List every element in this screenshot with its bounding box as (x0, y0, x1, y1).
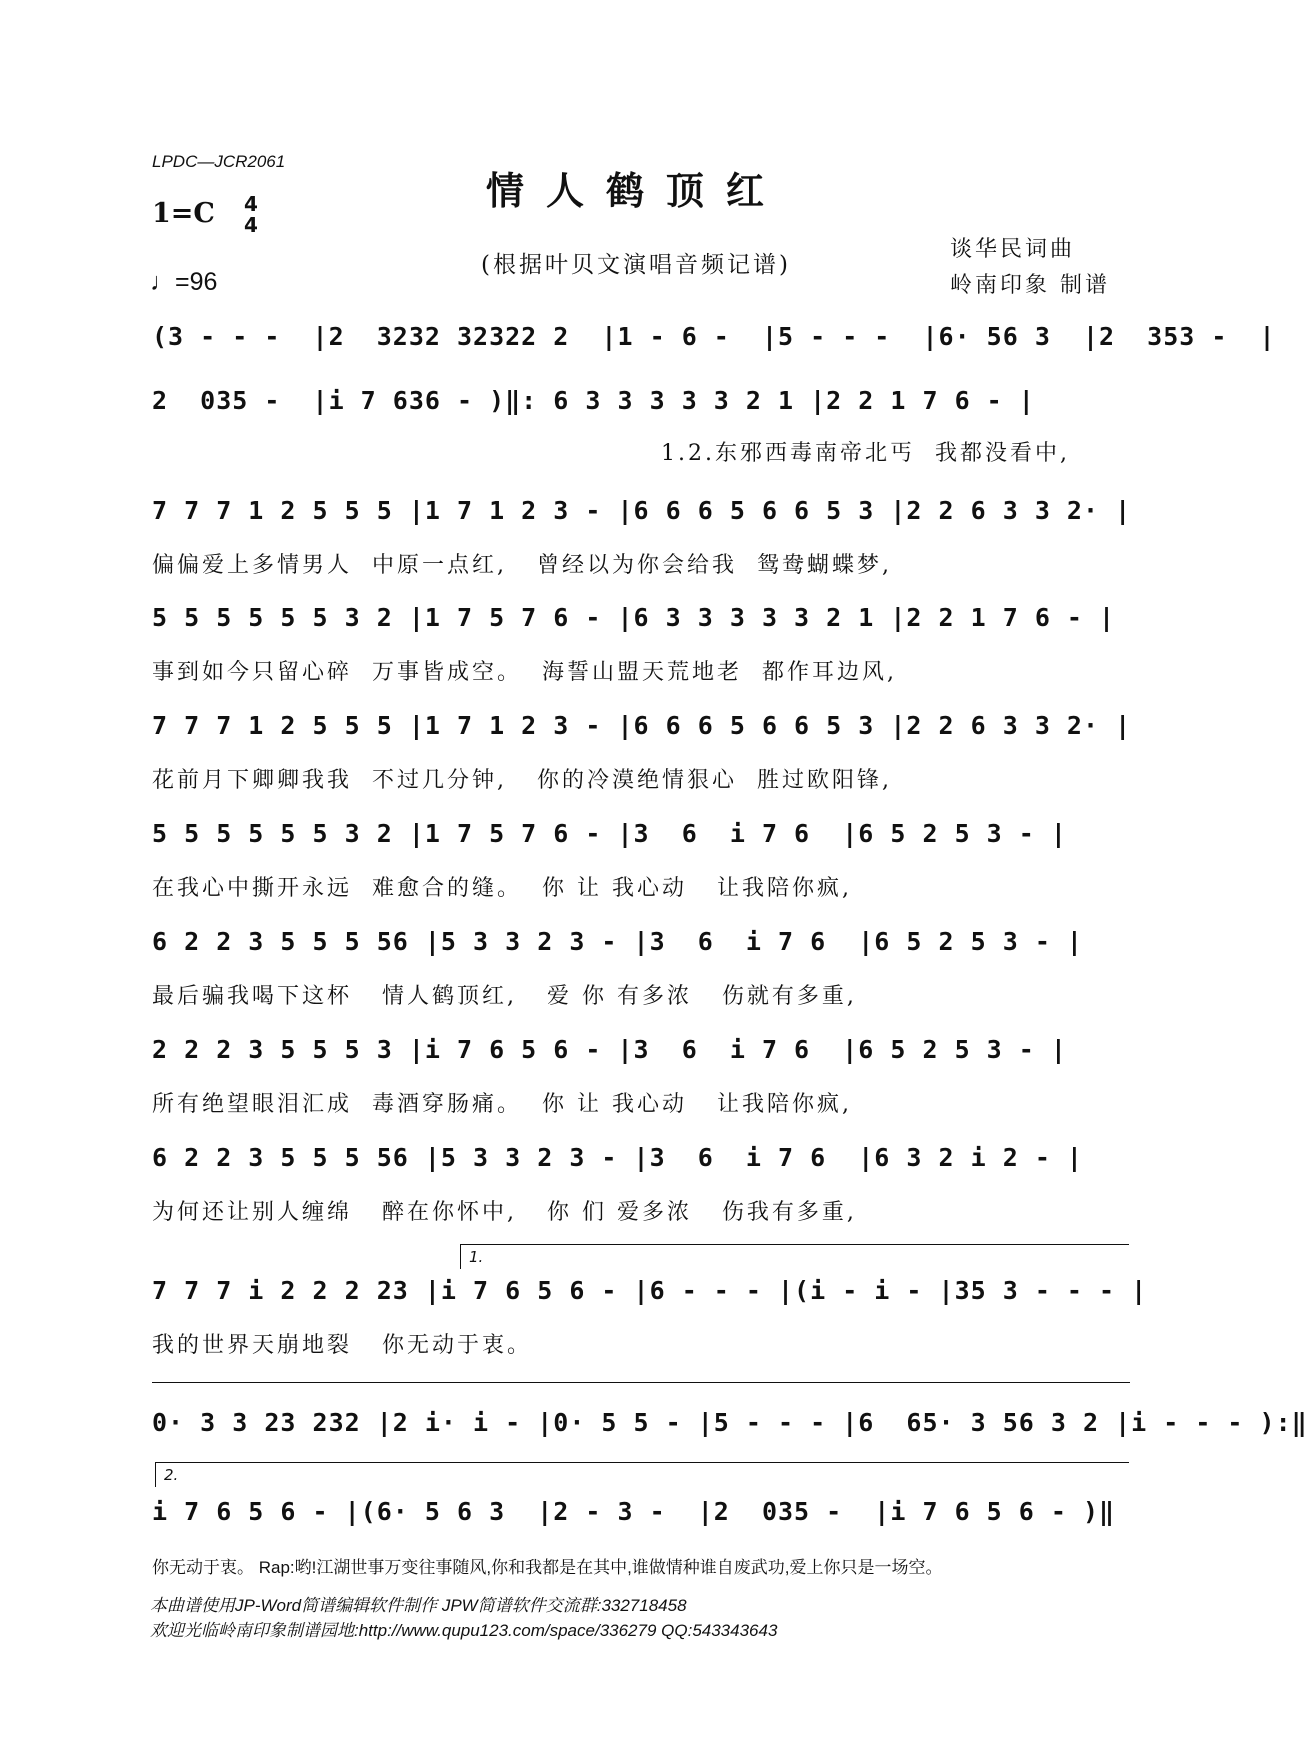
notation-line-2: 2 035 - |i 7 636 - )‖: 6 3 3 3 3 3 2 1 |2 2 1 7 6 - | (152, 386, 1035, 415)
notation-line-8: 2 2 2 3 5 5 5 3 |i 7 6 5 6 - |3 6 i 7 6 |6 5 2 5 3 - | (152, 1035, 1067, 1064)
divider-line (152, 1382, 1130, 1383)
lyric-line-7: 最后骗我喝下这杯 情人鹤顶红, 爱 你 有多浓 伤就有多重, (152, 984, 857, 1009)
footer-website-note: 欢迎光临岭南印象制谱园地:http://www.qupu123.com/space/336279 QQ:543343643 (150, 1621, 778, 1640)
lyric-line-9: 为何还让别人缠绵 醉在你怀中, 你 们 爱多浓 伤我有多重, (152, 1200, 857, 1225)
key-signature: 1=C (152, 198, 215, 229)
lyric-line-3: 偏偏爱上多情男人 中原一点红, 曾经以为你会给我 鸳鸯蝴蝶梦, (152, 553, 892, 578)
lyric-line-4: 事到如今只留心碎 万事皆成空。 海誓山盟天荒地老 都作耳边风, (152, 660, 897, 685)
lyric-line-8: 所有绝望眼泪汇成 毒酒穿肠痛。 你 让 我心动 让我陪你疯, (152, 1092, 852, 1117)
notation-line-4: 5 5 5 5 5 5 3 2 |1 7 5 7 6 - |6 3 3 3 3 3 2 1 |2 2 1 7 6 - | (152, 603, 1116, 632)
time-signature (240, 194, 262, 236)
score-code: LPDC—JCR2061 (152, 152, 286, 171)
footer-software-note: 本曲谱使用JP-Word简谱编辑软件制作 JPW简谱软件交流群:332718458 (150, 1596, 687, 1615)
time-signature-bottom: 4 (244, 213, 258, 237)
lyric-line-12: 你无动于衷。 Rap:哟!江湖世事万变往事随风,你和我都是在其中,谁做情种谁自废武功,爱上你只是一场空。 (152, 1558, 943, 1577)
lyric-line-5: 花前月下卿卿我我 不过几分钟, 你的冷漠绝情狠心 胜过欧阳锋, (152, 768, 892, 793)
tempo-marking: ♩=96 (150, 268, 218, 296)
notation-line-5: 7 7 7 1 2 5 5 5 |1 7 1 2 3 - |6 6 6 5 6 6 5 3 |2 2 6 3 3 2· | (152, 711, 1132, 740)
lyric-line-10: 我的世界天崩地裂 你无动于衷。 (152, 1333, 532, 1358)
notation-line-9: 6 2 2 3 5 5 5 56 |5 3 3 2 3 - |3 6 i 7 6 |6 3 2 i 2 - | (152, 1143, 1083, 1172)
notation-line-10: 7 7 7 i 2 2 2 23 |i 7 6 5 6 - |6 - - - |(i - i - |35 3 - - - | (152, 1276, 1148, 1305)
notation-line-6: 5 5 5 5 5 5 3 2 |1 7 5 7 6 - |3 6 i 7 6 |6 5 2 5 3 - | (152, 819, 1067, 848)
notation-line-11: 0· 3 3 23 232 |2 i· i - |0· 5 5 - |5 - - - |6 65· 3 56 3 2 |i - - - ):‖ (152, 1408, 1308, 1437)
arranger-credit: 岭南印象 制谱 (950, 273, 1110, 298)
lyric-line-6: 在我心中撕开永远 难愈合的缝。 你 让 我心动 让我陪你疯, (152, 876, 852, 901)
notation-line-12: i 7 6 5 6 - |(6· 5 6 3 |2 - 3 - |2 035 - |i 7 6 5 6 - )‖ (152, 1497, 1116, 1526)
notation-line-3: 7 7 7 1 2 5 5 5 |1 7 1 2 3 - |6 6 6 5 6 6 5 3 |2 2 6 3 3 2· | (152, 496, 1132, 525)
song-title: 情人鹤顶红 (485, 168, 786, 213)
notation-line-7: 6 2 2 3 5 5 5 56 |5 3 3 2 3 - |3 6 i 7 6 |6 5 2 5 3 - | (152, 927, 1083, 956)
second-ending-bracket (155, 1462, 1129, 1487)
second-ending-label: 2. (164, 1466, 179, 1484)
first-ending-label: 1. (469, 1248, 484, 1266)
lyric-line-2: 1.2.东邪西毒南帝北丐 我都没看中, (661, 441, 1070, 466)
notation-line-1: (3 - - - |2 3232 32322 2 |1 - 6 - |5 - - - |6· 56 3 |2 353 - | (152, 322, 1276, 351)
first-ending-bracket (460, 1244, 1129, 1269)
lyricist-composer-credit: 谈华民词曲 (950, 237, 1076, 262)
time-signature-top: 4 (244, 192, 258, 216)
subtitle: (根据叶贝文演唱音频记谱) (481, 252, 791, 278)
